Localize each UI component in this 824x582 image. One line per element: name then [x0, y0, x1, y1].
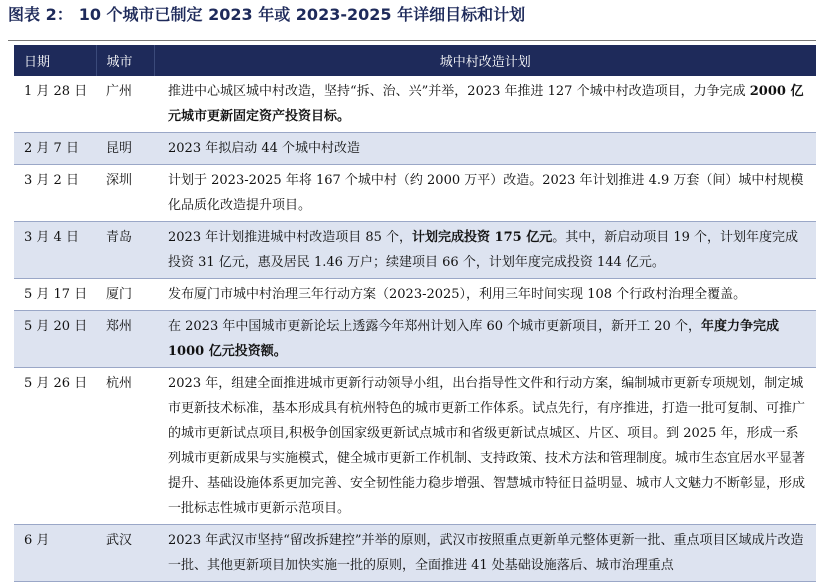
- row-city: 厦门: [96, 279, 154, 311]
- plan-text-segment: 2023 年武汉市坚持“留改拆建控”并举的原则，武汉市按照重点更新单元整体更新一批、重点项目区域成片改造一批、其他更新项目加快实施一批的原则，全面推进 41 处基础设施落后、城市治理重点: [168, 533, 804, 573]
- header-plan: 城中村改造计划: [154, 45, 816, 76]
- table-row: [14, 525, 816, 582]
- row-city: 青岛: [96, 222, 154, 279]
- plan-highlight: 年度力争完成 1000 亿元投资额。: [168, 319, 779, 359]
- row-plan: [154, 279, 816, 311]
- row-city: 深圳: [96, 165, 154, 222]
- row-date: 5 月 20 日: [14, 311, 96, 368]
- plan-text-segment: 2023 年，组建全面推进城市更新行动领导小组，出台指导性文件和行动方案，编制城市更新专项规划，制定城市更新技术标准，基本形成具有杭州特色的城市更新工作体系。试点先行，有序推进，打造一批可复制、可推广的城市更新试点项目,积极争创国家级更新试点城市和省级更新试点城区、片区、项目。到 2025 年，形成一系列城市更新成果与实施模式，健全城市更新工作机制、支持政策、技术方法和管理制度。城市生态宜居水平显著提升、基础设施体系更加完善、安全韧性能力稳步增强、智慧城市特征日益明显、城市人文魅力不断彰显，形成一批标志性城市更新示范项目。: [168, 376, 806, 516]
- row-date: 5 月 17 日: [14, 279, 96, 311]
- row-plan: [154, 311, 816, 368]
- row-plan: [154, 222, 816, 279]
- table-row: [14, 76, 816, 133]
- row-plan: [154, 165, 816, 222]
- row-date: 3 月 2 日: [14, 165, 96, 222]
- row-city: 杭州: [96, 368, 154, 525]
- row-city: 武汉: [96, 525, 154, 582]
- row-date: 5 月 26 日: [14, 368, 96, 525]
- row-city: 昆明: [96, 133, 154, 165]
- table-row: [14, 368, 816, 525]
- table-row: [14, 165, 816, 222]
- header-date: 日期: [14, 45, 96, 76]
- row-plan: [154, 368, 816, 525]
- row-city: 郑州: [96, 311, 154, 368]
- plan-text-segment: 计划于 2023-2025 年将 167 个城中村（约 2000 万平）改造。2023 年计划推进 4.9 万套（间）城中村规模化品质化改造提升项目。: [168, 173, 804, 213]
- plan-text-segment: 2023 年计划推进城中村改造项目 85 个，: [168, 230, 413, 245]
- header-row: [14, 45, 816, 76]
- table-row: [14, 279, 816, 311]
- plan-highlight: 2000 亿元城市更新固定资产投资目标。: [168, 84, 804, 124]
- plan-highlight: 计划完成投资 175 亿元: [412, 230, 553, 245]
- row-date: 6 月: [14, 525, 96, 582]
- row-plan: [154, 525, 816, 582]
- row-plan: [154, 76, 816, 133]
- row-date: 2 月 7 日: [14, 133, 96, 165]
- table-row: [14, 311, 816, 368]
- header-city: 城市: [96, 45, 154, 76]
- plan-text-segment: 。其中，新启动项目 19 个，计划年度完成投资 31 亿元，惠及居民 1.46 万户；续建项目 66 个，计划年度完成投资 144 亿元。: [168, 230, 799, 270]
- plan-text-segment: 在 2023 年中国城市更新论坛上透露今年郑州计划入库 60 个城市更新项目，新开工 20 个，: [168, 319, 701, 334]
- row-date: 3 月 4 日: [14, 222, 96, 279]
- figure-title: [8, 2, 525, 28]
- plan-text-segment: 推进中心城区城中村改造，坚持“拆、治、兴”并举，2023 年推进 127 个城中村改造项目，力争完成: [168, 84, 750, 99]
- table-row: [14, 133, 816, 165]
- urban-village-plan-table: [14, 45, 816, 582]
- plan-text-segment: 2023 年拟启动 44 个城中村改造: [168, 141, 361, 156]
- table-body: [14, 76, 816, 582]
- row-plan: [154, 133, 816, 165]
- figure-title-text: 10 个城市已制定 2023 年或 2023-2025 年详细目标和计划: [78, 5, 526, 24]
- row-city: 广州: [96, 76, 154, 133]
- plan-text-segment: 发布厦门市城中村治理三年行动方案（2023-2025），利用三年时间实现 108 个行政村治理全覆盖。: [168, 287, 747, 302]
- table-row: [14, 222, 816, 279]
- row-date: 1 月 28 日: [14, 76, 96, 133]
- figure-label: 图表 2：: [8, 5, 73, 24]
- title-divider: [8, 40, 816, 41]
- table-header: [14, 45, 816, 76]
